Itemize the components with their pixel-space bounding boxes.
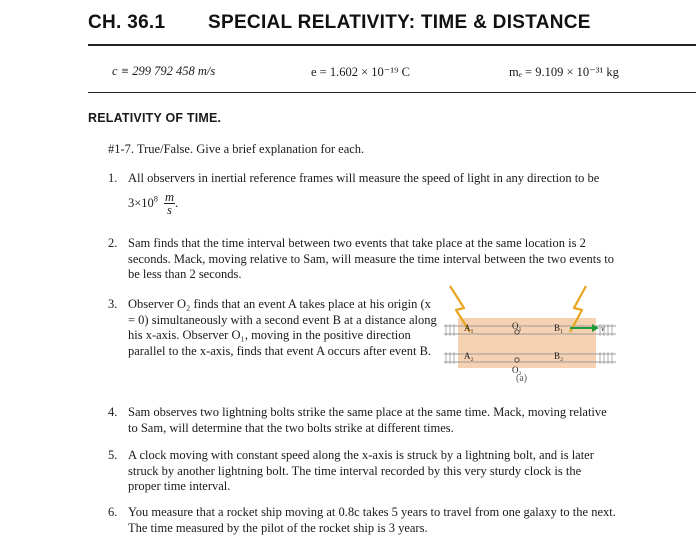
question-2-line-3: be less than 2 seconds. — [128, 267, 242, 281]
question-2-number: 2. — [108, 236, 118, 250]
constant-e: e = 1.602 × 10⁻¹⁹ C — [311, 65, 410, 79]
label-a1: A₁ — [464, 323, 474, 333]
question-4-line-1: Sam observes two lightning bolts strike the same place at the same time. Mack, moving relative — [128, 405, 607, 419]
question-3-line-1: Observer O₂ finds that an event A takes place at his origin (x — [128, 297, 431, 311]
section-heading: RELATIVITY OF TIME. — [88, 111, 222, 125]
question-5-number: 5. — [108, 448, 118, 462]
question-6-line-2: The time measured by the pilot of the rocket ship is 3 years. — [128, 520, 428, 535]
question-4-number: 4. — [108, 405, 118, 419]
label-o2: O₂ — [512, 365, 522, 375]
formula-coefficient: 3×10 — [128, 195, 154, 210]
question-4-line-2: to Sam, will determine that the two bolts strike at different times. — [128, 420, 454, 435]
label-a2: A₂ — [464, 351, 474, 361]
chapter-number: CH. 36.1 — [88, 12, 166, 33]
question-6-number: 6. — [108, 505, 118, 519]
constants-rule — [88, 92, 696, 93]
question-1-number: 1. — [108, 171, 118, 185]
formula-fraction — [164, 192, 175, 216]
section-intro: #1-7. True/False. Give a brief explanation for each. — [108, 142, 365, 156]
question-3-line-3: his x-axis. Observer O₁, moving in the positive direction — [128, 328, 411, 342]
question-5-line-3: proper time interval. — [128, 479, 231, 493]
question-1-formula — [128, 192, 178, 216]
constant-me: mₑ = 9.109 × 10⁻³¹ kg — [509, 65, 619, 79]
constant-c: c ≡ 299 792 458 m/s — [112, 64, 216, 78]
question-3-line-2: = 0) simultaneously with a second event B at a distance along — [128, 312, 437, 327]
question-2-line-1: Sam finds that the time interval between two events that take place at the same location is 2 — [128, 236, 586, 250]
label-o1: O₁ — [512, 321, 522, 331]
question-1-line-1: All observers in inertial reference frames will measure the speed of light in any direction to be — [128, 171, 600, 185]
train-figure — [440, 282, 620, 386]
figure-caption: (a) — [516, 373, 528, 384]
question-5-line-2: struck by another lightning bolt. The time interval recorded by this very sturdy clock is the — [128, 463, 582, 478]
label-b2: B₂ — [554, 351, 564, 361]
page-title: SPECIAL RELATIVITY: TIME & DISTANCE — [208, 12, 591, 33]
question-5-line-1: A clock moving with constant speed along the x-axis is struck by a lightning bolt, and is later — [128, 448, 594, 462]
label-b1: B₁ — [554, 323, 564, 333]
question-6-line-1: You measure that a rocket ship moving at 0.8c takes 5 years to travel from one galaxy to the next. — [128, 505, 616, 519]
question-3-number: 3. — [108, 297, 118, 311]
label-v: v — [601, 324, 605, 333]
question-3-line-4: parallel to the x-axis, finds that event A occurs after event B. — [128, 343, 432, 358]
question-2-line-2: seconds. Mack, moving relative to Sam, will measure the time interval between the two events to — [128, 251, 614, 266]
formula-exponent: 8 — [153, 194, 158, 204]
formula-numerator: m — [164, 190, 174, 204]
formula-tail: . — [174, 195, 179, 210]
formula-denominator: s — [167, 203, 172, 217]
header-rule — [88, 44, 696, 46]
